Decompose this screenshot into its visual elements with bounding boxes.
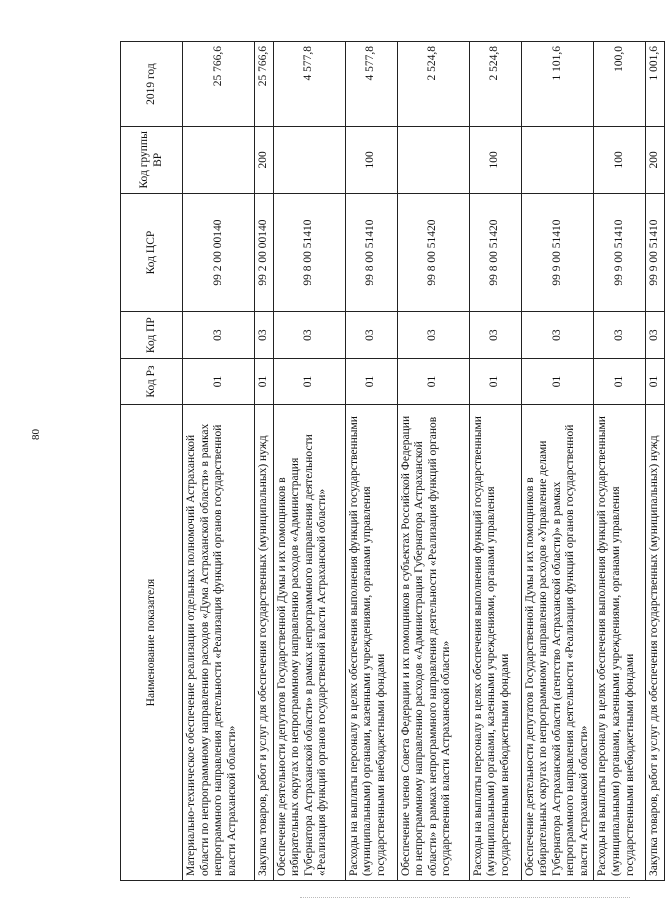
row-vr: 200 [255,127,274,193]
row-name: Расходы на выплаты персоналу в целях обеспечения выполнения функций государственными (муниципальными) органами, казенными учреждениями, органами управления государственными внебюджетными фондами [469,405,521,881]
row-amount: 25 766,6 [255,42,274,127]
row-vr [183,127,255,193]
row-rz: 01 [646,358,665,404]
row-rz: 01 [183,358,255,404]
row-pr: 03 [521,312,594,358]
row-csr: 99 9 00 51410 [521,193,594,312]
table-row [469,42,521,881]
row-vr: 100 [594,127,646,193]
row-csr: 99 2 00 00140 [255,193,274,312]
row-vr [521,127,594,193]
row-csr: 99 8 00 51420 [397,193,469,312]
budget-table [120,41,665,881]
row-pr: 03 [345,312,397,358]
row-name: Материально-техническое обеспечение реализации отдельных полномочий Астраханской области по непрограммному направлению расходов «Дума Астраханской области» в рамках непрограммного направления деятельности «Реализация функций органов государственной власти Астраханской области» [183,405,255,881]
row-amount: 25 766,6 [183,42,255,127]
row-name: Обеспечение деятельности депутатов Государственной Думы и их помощников в избирательных округах по непрограммному направлению расходов «Управление делами Губернатора Астраханской области (агентство Астраханской области)» в рамках непрограммного направления деятельности «Реализация функций органов государственной власти Астраханской области» [521,405,594,881]
row-rz: 01 [397,358,469,404]
row-amount: 1 101,6 [521,42,594,127]
row-rz: 01 [273,358,345,404]
header-vr: Код группы ВР [121,127,183,193]
rotated-page-content [120,41,661,881]
table-row [397,42,469,881]
row-pr: 03 [594,312,646,358]
table-row [183,42,255,881]
row-amount: 2 524,8 [397,42,469,127]
row-rz: 01 [521,358,594,404]
row-name: Обеспечение членов Совета Федерации и их помощников в субъектах Российской Федерации по непрограммному направлению расходов «Администрация Губернатора Астраханской области» в рамках непрограммного направления деятельности «Реализация функций органов государственной власти Астраханской области» [397,405,469,881]
row-name: Закупка товаров, работ и услуг для обеспечения государственных (муниципальных) нужд [646,405,665,881]
table-row [273,42,345,881]
row-vr [397,127,469,193]
header-pr: Код ПР [121,312,183,358]
row-rz: 01 [255,358,274,404]
row-pr: 03 [255,312,274,358]
row-csr: 99 2 00 00140 [183,193,255,312]
row-name: Закупка товаров, работ и услуг для обеспечения государственных (муниципальных) нужд [255,405,274,881]
row-rz: 01 [594,358,646,404]
row-rz: 01 [469,358,521,404]
row-name: Расходы на выплаты персоналу в целях обеспечения выполнения функций государственными (муниципальными) органами, казенными учреждениями, органами управления государственными внебюджетными фондами [345,405,397,881]
row-rz: 01 [345,358,397,404]
row-vr [273,127,345,193]
row-amount: 1 001,6 [646,42,665,127]
table-row [255,42,274,881]
table-row [521,42,594,881]
row-pr: 03 [273,312,345,358]
header-name: Наименование показателя [121,405,183,881]
header-csr: Код ЦСР [121,193,183,312]
row-amount: 4 577,8 [273,42,345,127]
table-row [594,42,646,881]
row-pr: 03 [397,312,469,358]
header-year: 2019 год [121,42,183,127]
row-csr: 99 8 00 51410 [273,193,345,312]
row-pr: 03 [183,312,255,358]
row-csr: 99 8 00 51410 [345,193,397,312]
header-rz: Код Рз [121,358,183,404]
table-row [646,42,665,881]
row-name: Расходы на выплаты персоналу в целях обеспечения выполнения функций государственными (муниципальными) органами, казенными учреждениями, органами управления государственными внебюджетными фондами [594,405,646,881]
row-vr: 100 [469,127,521,193]
scan-artifact-divider [300,897,630,899]
table-row [345,42,397,881]
row-csr: 99 9 00 51410 [594,193,646,312]
row-vr: 100 [345,127,397,193]
page-number: 80 [30,429,42,440]
row-csr: 99 9 00 51410 [646,193,665,312]
row-csr: 99 8 00 51420 [469,193,521,312]
row-pr: 03 [469,312,521,358]
row-vr: 200 [646,127,665,193]
row-amount: 2 524,8 [469,42,521,127]
row-amount: 4 577,8 [345,42,397,127]
row-amount: 100,0 [594,42,646,127]
row-name: Обеспечение деятельности депутатов Государственной Думы и их помощников в избирательных округах по непрограммному направлению расходов «Администрация Губернатора Астраханской области» в рамках непрограммного направления деятельности «Реализация функций органов государственной власти Астраханской области» [273,405,345,881]
table-header-row [121,42,183,881]
row-pr: 03 [646,312,665,358]
